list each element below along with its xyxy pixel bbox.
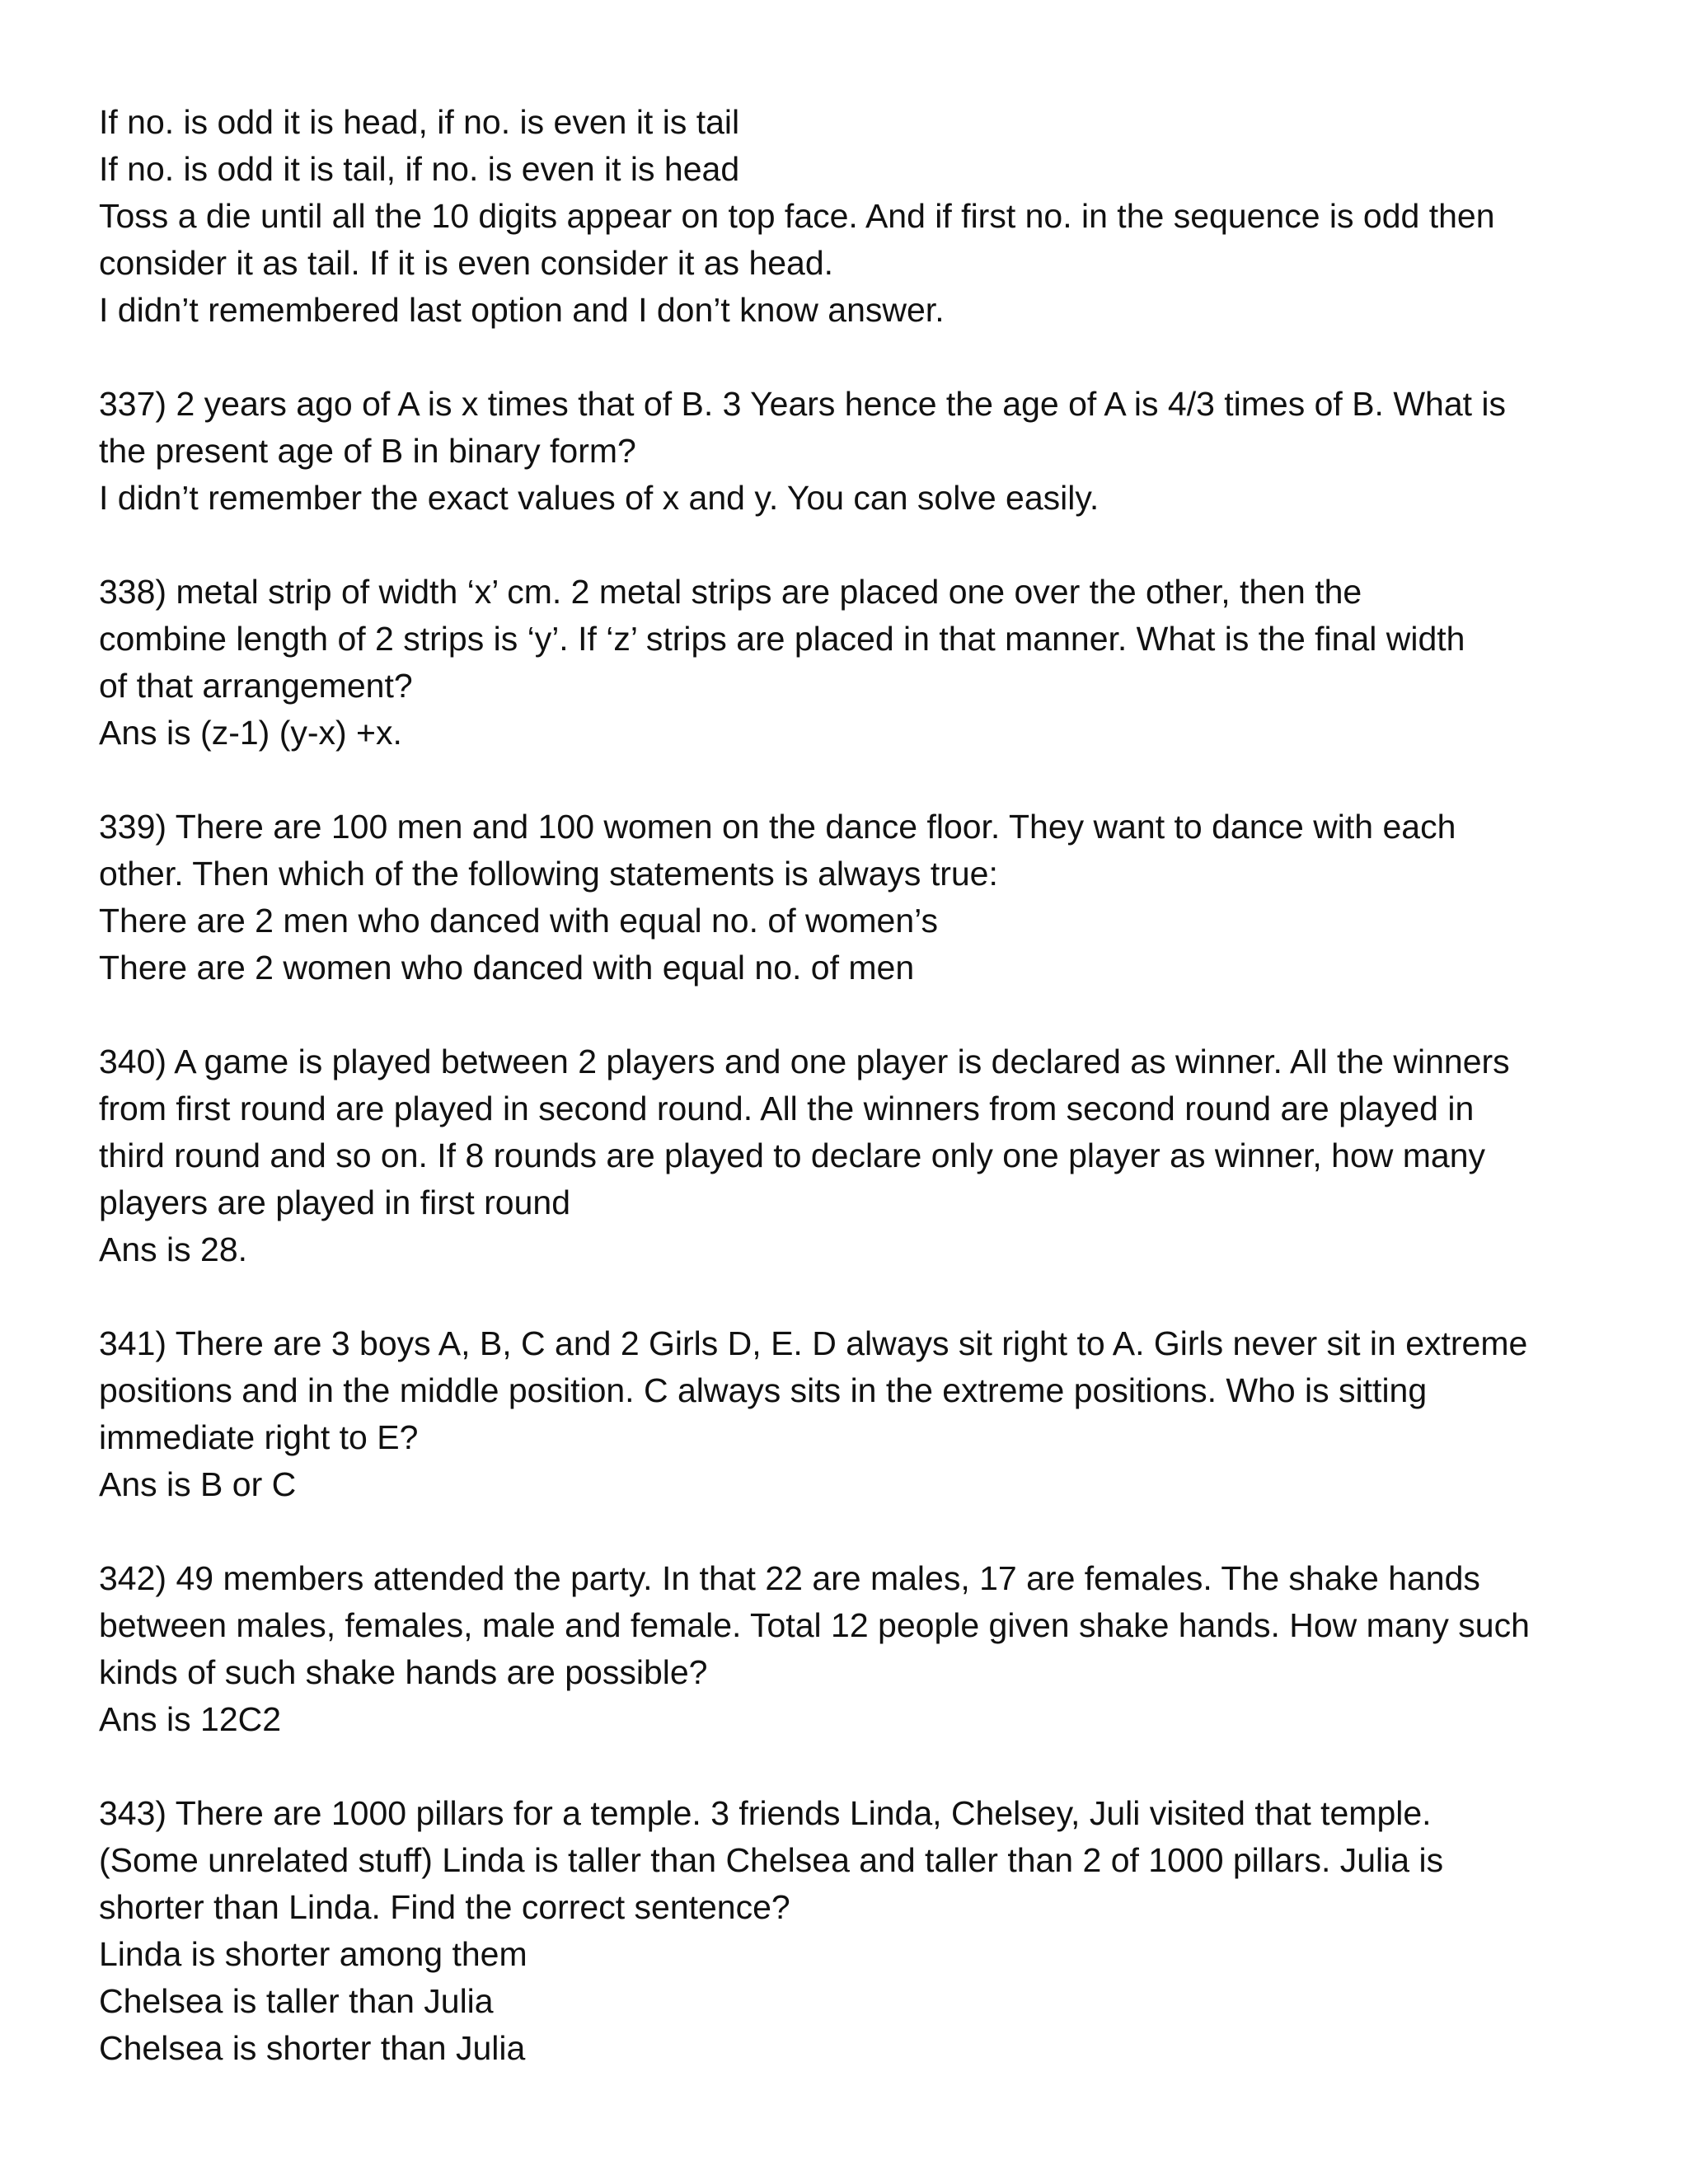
answer-line: Ans is B or C — [99, 1465, 297, 1503]
question-text: 337) 2 years ago of A is x times that of B. 3 Years hence the age of A is 4/3 times of B. What is — [99, 385, 1507, 423]
question-text: other. Then which of the following statements is always true: — [99, 855, 998, 893]
option-line: There are 2 men who danced with equal no. of women’s — [99, 902, 939, 940]
note-line: I didn’t remembered last option and I don’t know answer. — [99, 291, 945, 329]
answer-line: Ans is 12C2 — [99, 1700, 282, 1738]
paragraph-gap — [99, 334, 1615, 381]
question-338 — [99, 569, 1615, 757]
option-line: Chelsea is taller than Julia — [99, 1982, 494, 2020]
paragraph-gap — [99, 1508, 1615, 1555]
question-text: 342) 49 members attended the party. In that 22 are males, 17 are females. The shake hands — [99, 1559, 1480, 1597]
option-line: There are 2 women who danced with equal no. of men — [99, 949, 915, 987]
question-text: immediate right to E? — [99, 1418, 419, 1456]
option-line: consider it as tail. If it is even consider it as head. — [99, 244, 834, 282]
paragraph-gap — [99, 1743, 1615, 1790]
paragraph-gap — [99, 1273, 1615, 1320]
question-text: 338) metal strip of width ‘x’ cm. 2 metal strips are placed one over the other, then the — [99, 573, 1362, 611]
question-text: (Some unrelated stuff) Linda is taller than Chelsea and taller than 2 of 1000 pillars. Julia is — [99, 1841, 1444, 1879]
question-text: between males, females, male and female. Total 12 people given shake hands. How many such — [99, 1606, 1530, 1644]
question-339 — [99, 804, 1615, 991]
answer-line: Ans is (z-1) (y-x) +x. — [99, 714, 402, 752]
option-line: Linda is shorter among them — [99, 1935, 528, 1973]
answer-line: Ans is 28. — [99, 1230, 248, 1268]
question-text: 343) There are 1000 pillars for a temple. 3 friends Linda, Chelsey, Juli visited that temple. — [99, 1794, 1432, 1832]
question-337 — [99, 381, 1615, 522]
question-text: the present age of B in binary form? — [99, 432, 636, 470]
intro-options — [99, 99, 1615, 334]
question-text: 341) There are 3 boys A, B, C and 2 Girls D, E. D always sit right to A. Girls never sit in extreme — [99, 1324, 1528, 1362]
paragraph-gap — [99, 991, 1615, 1038]
document-page — [99, 99, 1615, 2072]
question-text: positions and in the middle position. C always sits in the extreme positions. Who is sitting — [99, 1371, 1428, 1409]
question-343 — [99, 1790, 1615, 2072]
option-line: If no. is odd it is head, if no. is even it is tail — [99, 103, 740, 141]
question-341 — [99, 1320, 1615, 1508]
question-text: kinds of such shake hands are possible? — [99, 1653, 708, 1691]
option-line: If no. is odd it is tail, if no. is even it is head — [99, 150, 740, 188]
option-line: Toss a die until all the 10 digits appear on top face. And if first no. in the sequence is odd then — [99, 197, 1495, 235]
option-line: Chelsea is shorter than Julia — [99, 2029, 526, 2067]
question-text: from first round are played in second round. All the winners from second round are played in — [99, 1090, 1475, 1127]
question-text: combine length of 2 strips is ‘y’. If ‘z’ strips are placed in that manner. What is the final width — [99, 620, 1465, 658]
question-text: players are played in first round — [99, 1183, 571, 1221]
question-text: 339) There are 100 men and 100 women on the dance floor. They want to dance with each — [99, 808, 1456, 846]
question-340 — [99, 1038, 1615, 1273]
question-text: of that arrangement? — [99, 667, 413, 705]
question-text: third round and so on. If 8 rounds are played to declare only one player as winner, how many — [99, 1137, 1486, 1174]
question-text: shorter than Linda. Find the correct sentence? — [99, 1888, 790, 1926]
paragraph-gap — [99, 757, 1615, 804]
note-line: I didn’t remember the exact values of x and y. You can solve easily. — [99, 479, 1100, 517]
question-342 — [99, 1555, 1615, 1743]
question-text: 340) A game is played between 2 players and one player is declared as winner. All the winners — [99, 1043, 1510, 1080]
paragraph-gap — [99, 522, 1615, 569]
